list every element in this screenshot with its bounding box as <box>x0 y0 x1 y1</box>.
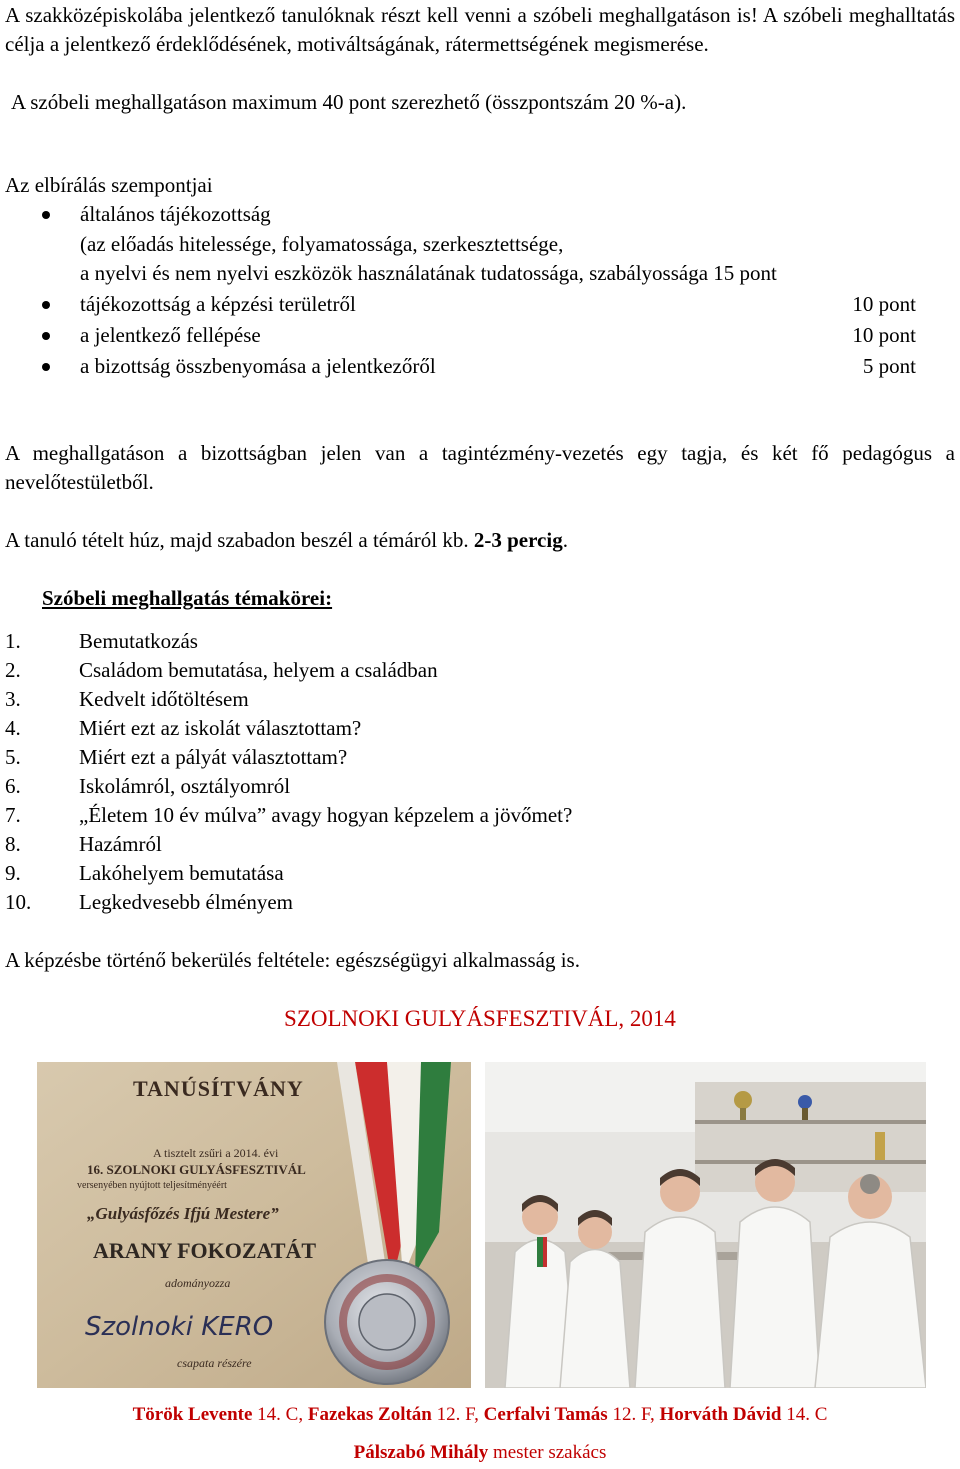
handwritten-recipient: Szolnoki KERO <box>85 1312 274 1342</box>
intro-paragraph: A szakközépiskolába jelentkező tanulóknak részt kell venni a szóbeli meghallgatáson is! A szóbeli meghalltatás célja a jelentkező érdeklődésének, motiváltságának, rátermettségének megismerése. <box>5 3 955 56</box>
list-item: 1. Bemutatkozás <box>5 629 198 653</box>
criteria-item-points: 5 pont <box>862 354 916 378</box>
certificate-given: adományozza <box>165 1276 231 1290</box>
certificate-line: 16. SZOLNOKI GULYÁSFESZTIVÁL <box>87 1162 306 1177</box>
draw-paragraph: A tanuló tételt húz, majd szabadon beszél a témáról kb. 2-3 percig. <box>5 528 568 552</box>
certificate-award: ARANY FOKOZATÁT <box>93 1238 317 1263</box>
criteria-subtext: (az előadás hitelessége, folyamatossága, szerkesztettsége, <box>80 232 564 256</box>
condition-paragraph: A képzésbe történő bekerülés feltétele: egészségügyi alkalmasság is. <box>5 948 580 972</box>
team-photo <box>485 1062 926 1388</box>
duration-bold: 2-3 percig <box>473 528 563 552</box>
festival-title: SZOLNOKI GULYÁSFESZTIVÁL, 2014 <box>284 1006 676 1031</box>
certificate-line: „Gulyásfőzés Ifjú Mestere” <box>87 1204 279 1223</box>
team-photo-illustration <box>485 1062 926 1388</box>
criteria-item-points: 10 pont <box>852 292 916 316</box>
max-points-paragraph: A szóbeli meghallgatáson maximum 40 pont szerezhető (összpontszám 20 %-a). <box>11 90 687 114</box>
list-item: 10. Legkedvesebb élményem <box>5 890 293 914</box>
list-item: 5. Miért ezt a pályát választottam? <box>5 745 348 769</box>
certificate-title: TANÚSÍTVÁNY <box>133 1076 304 1101</box>
certificate-line: versenyében nyújtott teljesítményéért <box>77 1180 227 1191</box>
bullet-icon <box>42 301 50 309</box>
team-caption: Török Levente 14. C, Fazekas Zoltán 12. F, Cerfalvi Tamás 12. F, Horváth Dávid 14. C <box>132 1404 828 1425</box>
criteria-heading: Az elbírálás szempontjai <box>5 173 213 197</box>
certificate-line: A tisztelt zsűri a 2014. évi <box>153 1146 279 1160</box>
criteria-item-points: 10 pont <box>852 323 916 347</box>
list-item: 2. Családom bemutatása, helyem a családban <box>5 658 438 682</box>
criteria-item-label: tájékozottság a képzési területről <box>80 292 356 316</box>
criteria-item-label: általános tájékozottság <box>80 202 271 226</box>
criteria-subtext: a nyelvi és nem nyelvi eszközök használatának tudatossága, szabályossága 15 pont <box>80 261 777 285</box>
bullet-icon <box>42 332 50 340</box>
committee-paragraph: A meghallgatáson a bizottságban jelen van a tagintézmény-vezetés egy tagja, és két fő pedagógus a nevelőtestületből. <box>5 441 955 494</box>
list-item: 9. Lakóhelyem bemutatása <box>5 861 284 885</box>
criteria-item-label: a bizottság összbenyomása a jelentkezőről <box>80 354 436 378</box>
criteria-item-label: a jelentkező fellépése <box>80 323 261 347</box>
list-item: 6. Iskolámról, osztályomról <box>5 774 291 798</box>
list-item: 3. Kedvelt időtöltésem <box>5 687 249 711</box>
bullet-icon <box>42 363 50 371</box>
master-caption: Pálszabó Mihály mester szakács <box>353 1442 607 1463</box>
certificate-photo <box>37 1062 471 1388</box>
certificate-for: csapata részére <box>177 1356 252 1370</box>
topics-title: Szóbeli meghallgatás témakörei: <box>42 586 333 610</box>
list-item: 7. „Életem 10 év múlva” avagy hogyan képzelem a jövőmet? <box>5 803 573 827</box>
list-item: 4. Miért ezt az iskolát választottam? <box>5 716 362 740</box>
bullet-icon <box>42 211 50 219</box>
list-item: 8. Hazámról <box>5 832 162 856</box>
